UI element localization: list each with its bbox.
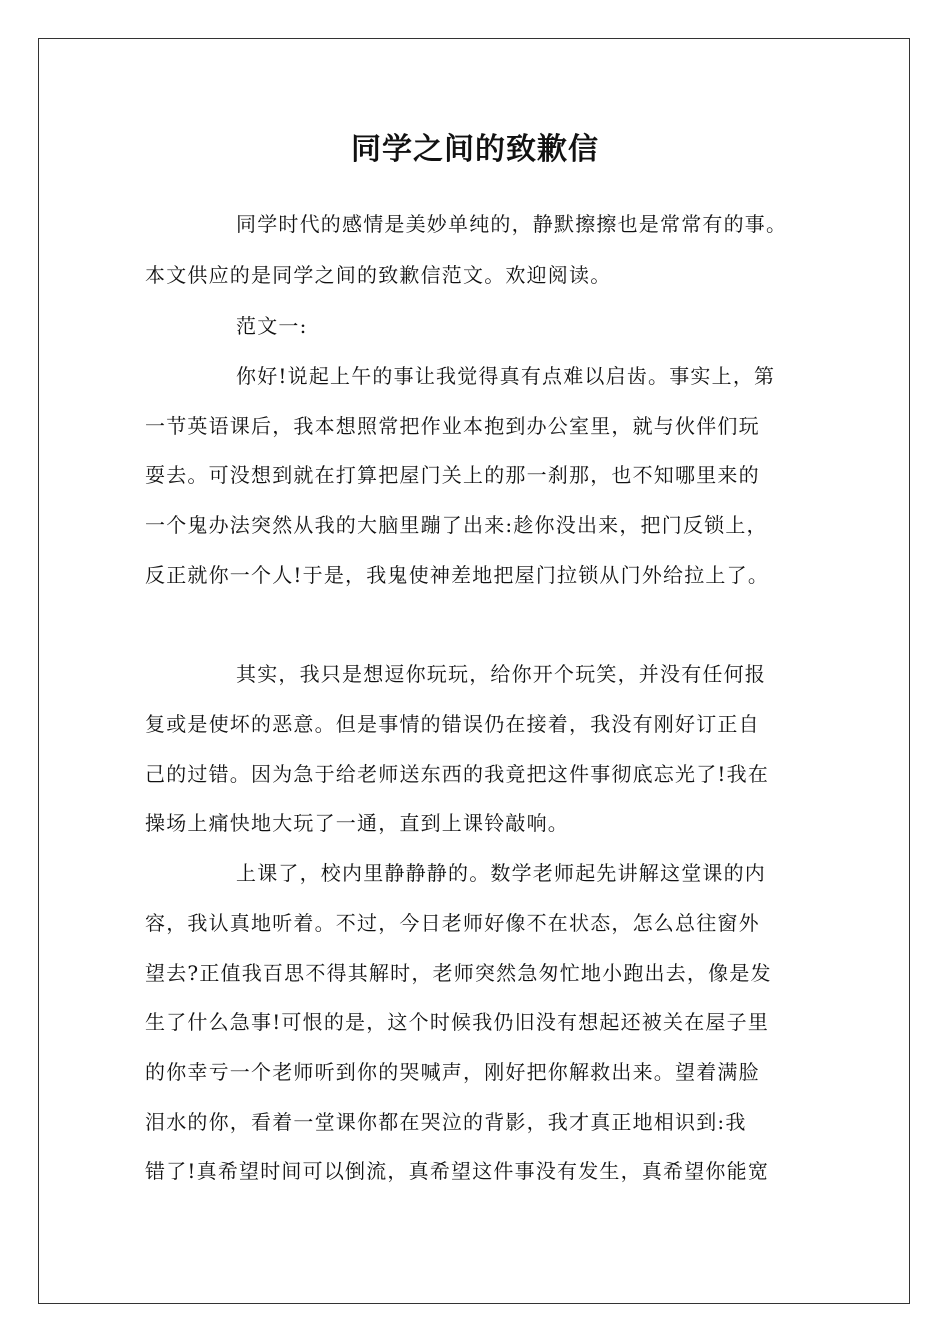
paragraph-3-line-7: 错了!真希望时间可以倒流，真希望这件事没有发生，真希望你能宽 — [145, 1159, 770, 1183]
paragraph-3-line-6: 泪水的你，看着一堂课你都在哭泣的背影，我才真正地相识到:我 — [145, 1110, 747, 1134]
paragraph-2-line-4: 操场上痛快地大玩了一通，直到上课铃敲响。 — [145, 811, 569, 835]
intro-line-2: 本文供应的是同学之间的致歉信范文。欢迎阅读。 — [145, 263, 612, 287]
paragraph-2-line-3: 己的过错。因为急于给老师送东西的我竟把这件事彻底忘光了!我在 — [145, 762, 770, 786]
paragraph-3-line-4: 生了什么急事!可恨的是，这个时候我仍旧没有想起还被关在屋子里 — [145, 1010, 770, 1034]
document-title: 同学之间的致歉信 — [351, 132, 599, 167]
paragraph-3-line-2: 容，我认真地听着。不过，今日老师好像不在状态，怎么总往窗外 — [145, 911, 760, 935]
paragraph-1-line-3: 耍去。可没想到就在打算把屋门关上的那一刹那，也不知哪里来的 — [145, 463, 760, 487]
paragraph-1-line-2: 一节英语课后，我本想照常把作业本抱到办公室里，就与伙伴们玩 — [145, 414, 760, 438]
paragraph-3-line-1: 上课了，校内里静静静的。数学老师起先讲解这堂课的内 — [236, 861, 766, 885]
section-heading: 范文一: — [236, 314, 308, 338]
paragraph-2-line-2: 复或是使坏的恶意。但是事情的错误仍在接着，我没有刚好订正自 — [145, 712, 760, 736]
paragraph-1-line-1: 你好!说起上午的事让我觉得真有点难以启齿。事实上，第 — [236, 364, 776, 388]
paragraph-2-line-1: 其实，我只是想逗你玩玩，给你开个玩笑，并没有任何报 — [236, 662, 766, 686]
paragraph-1-line-4: 一个鬼办法突然从我的大脑里蹦了出来:趁你没出来，把门反锁上， — [145, 513, 768, 537]
paragraph-3-line-3: 望去?正值我百思不得其解时，老师突然急匆忙地小跑出去，像是发 — [145, 961, 772, 985]
paragraph-3-line-5: 的你幸亏一个老师听到你的哭喊声，刚好把你解救出来。望着满脸 — [145, 1060, 760, 1084]
intro-line-1: 同学时代的感情是美妙单纯的，静默擦擦也是常常有的事。 — [236, 212, 788, 236]
paragraph-1-line-5: 反正就你一个人!于是，我鬼使神差地把屋门拉锁从门外给拉上了。 — [145, 563, 770, 587]
